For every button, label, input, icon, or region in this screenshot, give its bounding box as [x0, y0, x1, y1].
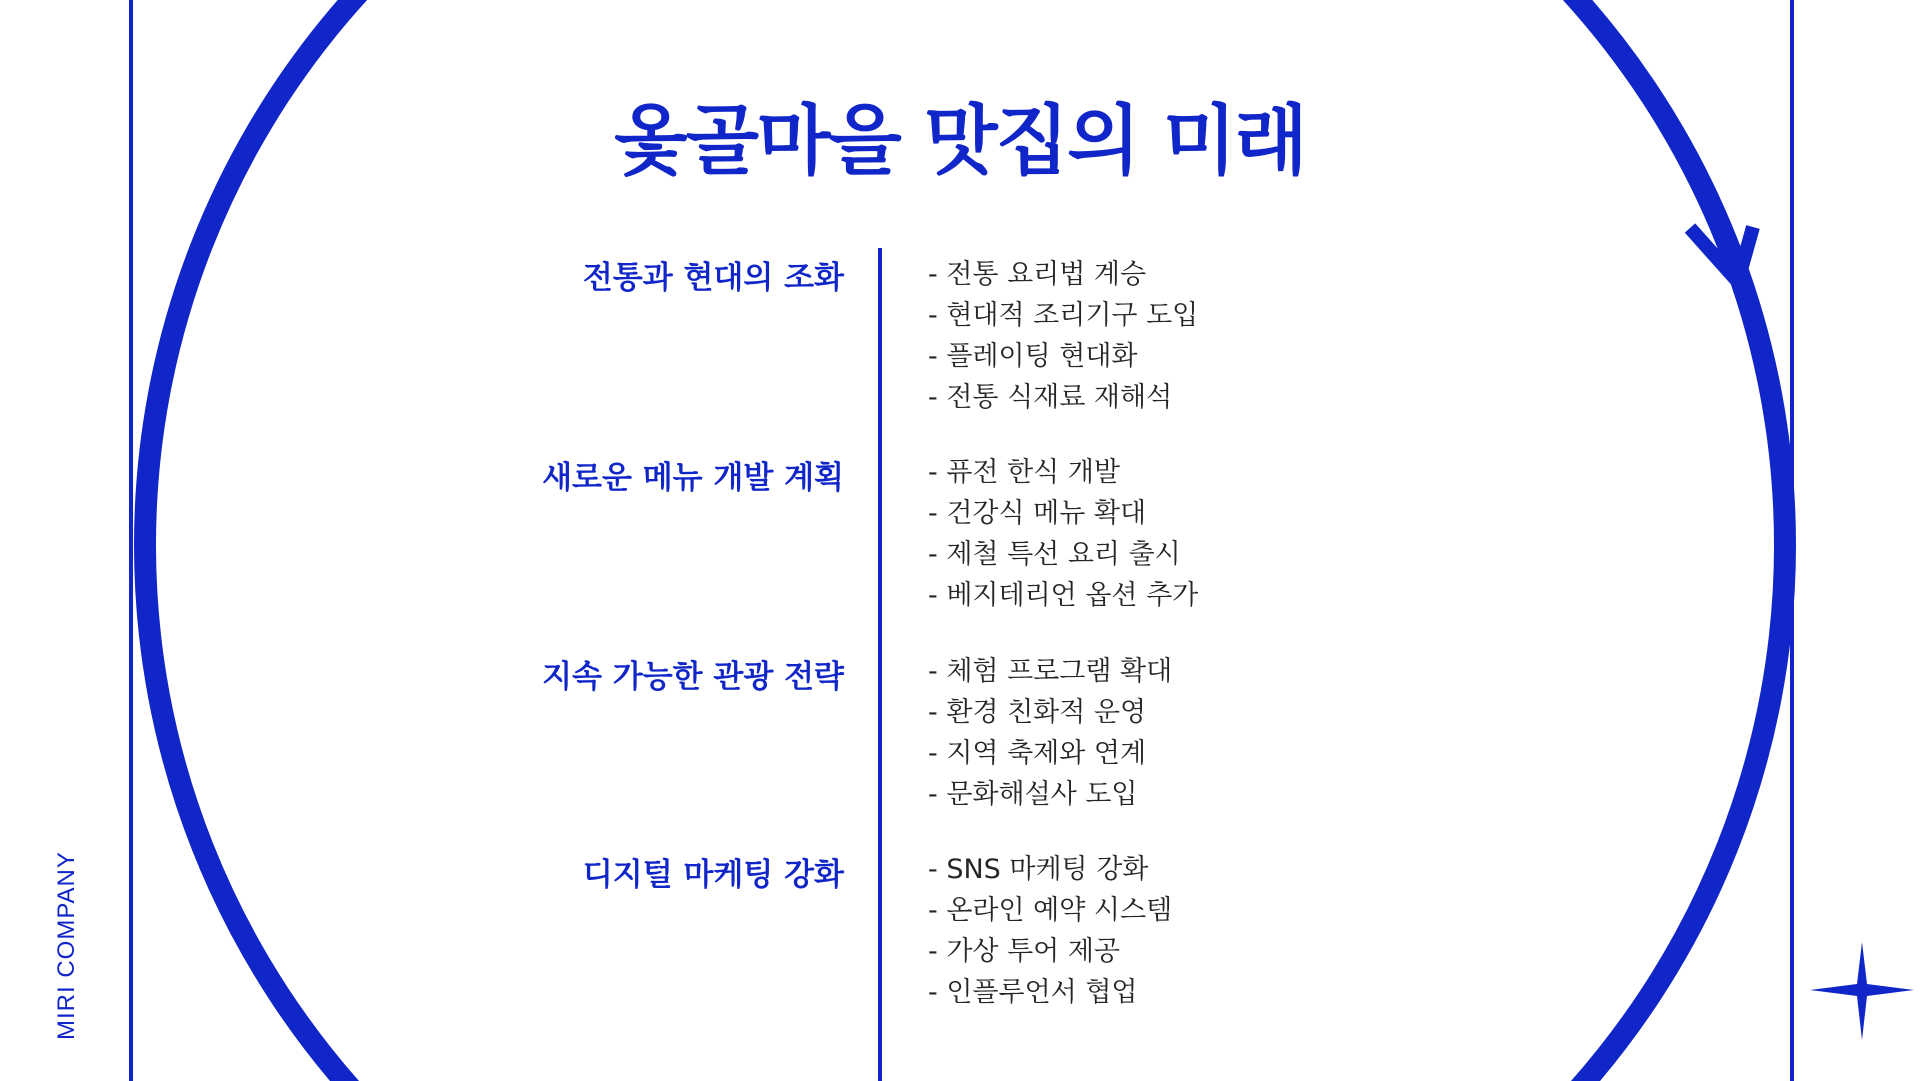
section-heading: 새로운 메뉴 개발 계획: [542, 460, 844, 496]
right-frame-line: [1790, 0, 1794, 1081]
page-title: 옻골마을 맛집의 미래: [614, 96, 1306, 185]
list-item: - 베지테리언 옵션 추가: [928, 580, 1199, 611]
section-heading: 지속 가능한 관광 전략: [542, 659, 844, 695]
list-item: - 온라인 예약 시스템: [928, 895, 1173, 926]
left-frame-line: [129, 0, 133, 1081]
list-item: - 환경 친화적 운영: [928, 697, 1147, 728]
list-item: - 체험 프로그램 확대: [928, 656, 1173, 687]
brand-label: MIRI COMPANY: [53, 851, 80, 1040]
list-item: - 인플루언서 협업: [928, 977, 1138, 1008]
sparkle-star-icon: [1810, 942, 1914, 1040]
list-item: - 현대적 조리기구 도입: [928, 300, 1199, 331]
section-heading: 디지털 마케팅 강화: [582, 857, 844, 893]
list-item: - 건강식 메뉴 확대: [928, 498, 1147, 529]
list-item: - 가상 투어 제공: [928, 936, 1120, 967]
section-heading: 전통과 현대의 조화: [582, 260, 844, 296]
center-divider-line: [878, 248, 882, 1081]
list-item: - 플레이팅 현대화: [928, 341, 1138, 372]
list-item: - 전통 요리법 계승: [928, 259, 1147, 290]
list-item: - 제철 특선 요리 출시: [928, 539, 1181, 570]
list-item: - 퓨전 한식 개발: [928, 457, 1120, 488]
list-item: - 지역 축제와 연계: [928, 738, 1147, 769]
list-item: - 문화해설사 도입: [928, 779, 1138, 810]
list-item: - 전통 식재료 재해석: [928, 382, 1173, 413]
list-item: - SNS 마케팅 강화: [928, 854, 1149, 885]
